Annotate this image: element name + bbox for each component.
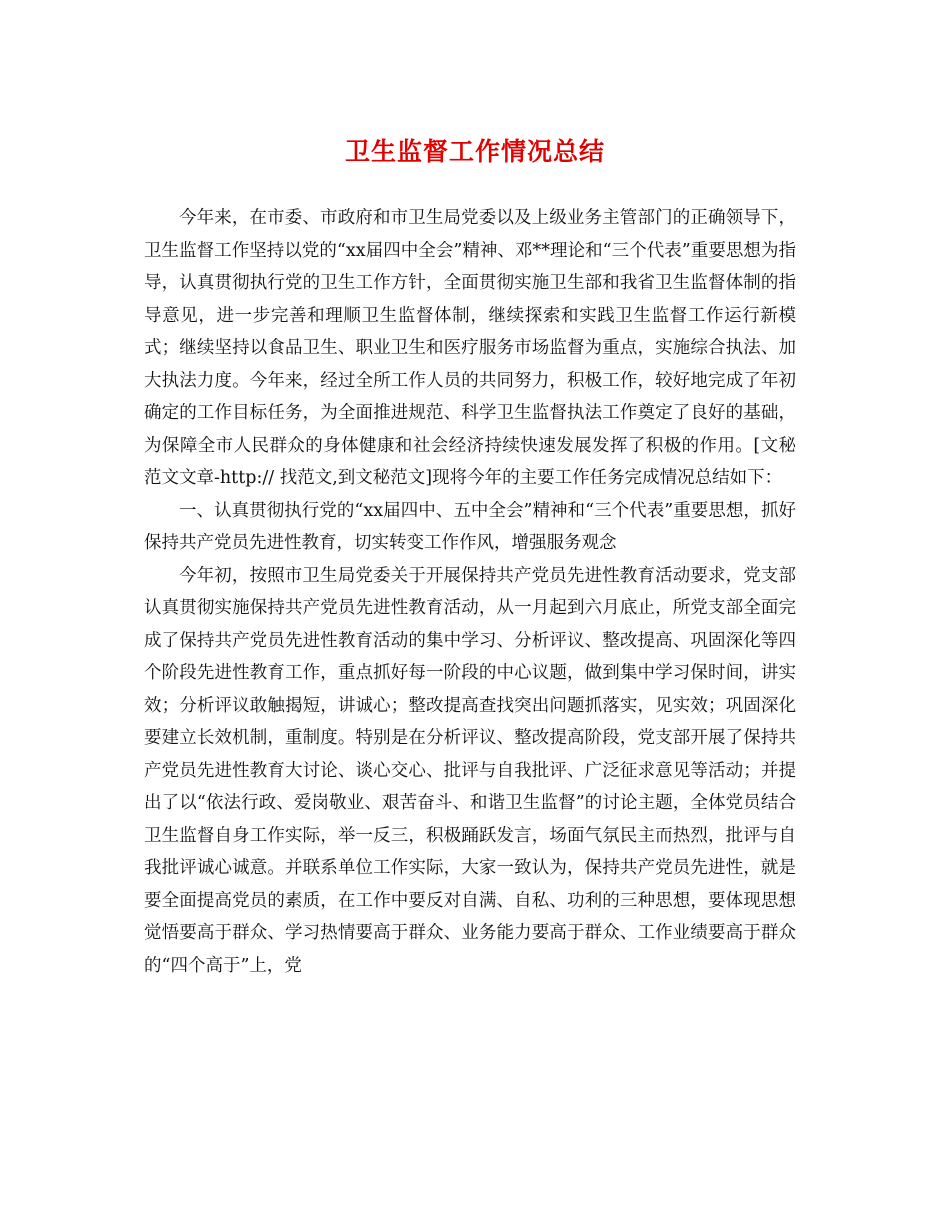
document-body — [144, 202, 796, 982]
paragraph-party-education: 今年初，按照市卫生局党委关于开展保持共产党员先进性教育活动要求，党支部认真贯彻实施保持共产党员先进性教育活动，从一月起到六月底止，所党支部全面完成了保持共产党员先进性教育活动的集中学习、分析评议、整改提高、巩固深化等四个阶段先进性教育工作，重点抓好每一阶段的中心议题，做到集中学习保时间，讲实效；分析评议敢触揭短，讲诚心；整改提高查找突出问题抓落实，见实效；巩固深化要建立长效机制，重制度。特别是在分析评议、整改提高阶段，党支部开展了保持共产党员先进性教育大讨论、谈心交心、批评与自我批评、广泛征求意见等活动；并提出了以“依法行政、爱岗敬业、艰苦奋斗、和谐卫生监督”的讨论主题，全体党员结合卫生监督自身工作实际，举一反三，积极踊跃发言，场面气氛民主而热烈，批评与自我批评诚心诚意。并联系单位工作实际，大家一致认为，保持共产党员先进性，就是要全面提高党员的素质，在工作中要反对自满、自私、功利的三种思想，要体现思想觉悟要高于群众、学习热情要高于群众、业务能力要高于群众、工作业绩要高于群众的“四个高于”上，党 — [144, 565, 796, 976]
paragraph-intro: 今年来，在市委、市政府和市卫生局党委以及上级业务主管部门的正确领导下，卫生监督工作坚持以党的“xx届四中全会”精神、邓**理论和“三个代表”重要思想为指导，认真贯彻执行党的卫生工作方针，全面贯彻实施卫生部和我省卫生监督体制的指导意见，进一步完善和理顺卫生监督体制，继续探索和实践卫生监督工作运行新模式；继续坚持以食品卫生、职业卫生和医疗服务市场监督为重点，实施综合执法、加大执法力度。今年来，经过全所工作人员的共同努力，积极工作，较好地完成了年初确定的工作目标任务，为全面推进规范、科学卫生监督执法工作奠定了良好的基础，为保障全市人民群众的身体健康和社会经济持续快速发展发挥了积极的作用。[文秘范文文章-http:// 找范文,到文秘范文]现将今年的主要工作任务完成情况总结如下： — [144, 208, 796, 488]
paragraph-section-heading: 一、认真贯彻执行党的“xx届四中、五中全会”精神和“三个代表”重要思想，抓好保持共产党员先进性教育，切实转变工作作风，增强服务观念 — [144, 500, 796, 553]
document-title: 卫生监督工作情况总结 — [344, 137, 605, 166]
